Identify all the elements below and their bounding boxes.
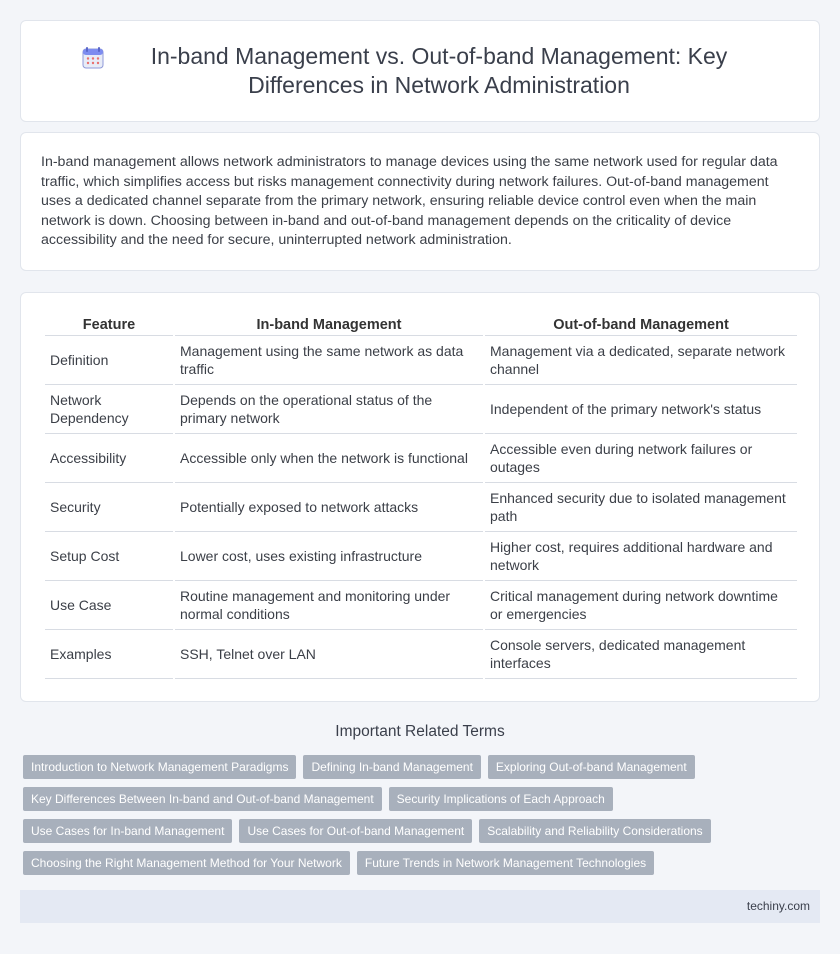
page-title: In-band Management vs. Out-of-band Management: Key Differences in Network Administration [150,43,728,98]
footer [20,890,820,923]
in-band-cell: Accessible only when the network is functional [175,434,483,483]
intro-card [20,132,820,271]
related-term-tag[interactable]: Future Trends in Network Management Technologies [357,851,654,875]
related-term-tag[interactable]: Security Implications of Each Approach [389,787,613,811]
in-band-cell: SSH, Telnet over LAN [175,630,483,679]
table-row [45,385,797,434]
feature-cell: Examples [45,630,173,679]
feature-cell: Setup Cost [45,532,173,581]
in-band-cell: Potentially exposed to network attacks [175,483,483,532]
related-term-tag[interactable]: Use Cases for Out-of-band Management [239,819,472,843]
column-header-out-of-band: Out-of-band Management [485,313,797,336]
intro-paragraph: In-band management allows network administrators to manage devices using the same network used for regular data traffic, which simplifies access but risks management connectivity during network failures. Out-of-band management uses a dedicated channel separate from the primary network, ensuring reliable device control even when the main network is down. Choosing between in-band and out-of-band management depends on the criticality of device accessibility and the need for secure, uninterrupted network administration. [41,154,778,249]
out-of-band-cell: Console servers, dedicated management interfaces [485,630,797,679]
site-name[interactable]: techiny.com [746,899,810,913]
feature-cell: Accessibility [45,434,173,483]
table-row [45,336,797,385]
feature-cell: Network Dependency [45,385,173,434]
feature-cell: Definition [45,336,173,385]
column-header-feature: Feature [45,313,173,336]
related-term-tag[interactable]: Exploring Out-of-band Management [488,755,695,779]
related-terms-heading: Important Related Terms [335,723,505,740]
table-row [45,434,797,483]
out-of-band-cell: Management via a dedicated, separate network channel [485,336,797,385]
related-term-tag[interactable]: Introduction to Network Management Paradigms [23,755,296,779]
table-row [45,581,797,630]
related-term-tag[interactable]: Use Cases for In-band Management [23,819,232,843]
out-of-band-cell: Higher cost, requires additional hardware and network [485,532,797,581]
column-header-in-band: In-band Management [175,313,483,336]
related-terms-list [23,755,823,883]
in-band-cell: Routine management and monitoring under normal conditions [175,581,483,630]
out-of-band-cell: Independent of the primary network's status [485,385,797,434]
out-of-band-cell: Enhanced security due to isolated management path [485,483,797,532]
title-card [20,20,820,122]
calendar-icon [81,46,105,70]
table-header-row [45,313,797,336]
in-band-cell: Management using the same network as data traffic [175,336,483,385]
related-term-tag[interactable]: Defining In-band Management [303,755,480,779]
related-term-tag[interactable]: Scalability and Reliability Considerations [479,819,710,843]
table-row [45,532,797,581]
in-band-cell: Lower cost, uses existing infrastructure [175,532,483,581]
comparison-table [43,313,799,679]
in-band-cell: Depends on the operational status of the primary network [175,385,483,434]
out-of-band-cell: Critical management during network downtime or emergencies [485,581,797,630]
comparison-table-card [20,292,820,702]
related-term-tag[interactable]: Choosing the Right Management Method for Your Network [23,851,350,875]
feature-cell: Security [45,483,173,532]
feature-cell: Use Case [45,581,173,630]
table-row [45,483,797,532]
table-row [45,630,797,679]
out-of-band-cell: Accessible even during network failures or outages [485,434,797,483]
related-term-tag[interactable]: Key Differences Between In-band and Out-of-band Management [23,787,382,811]
